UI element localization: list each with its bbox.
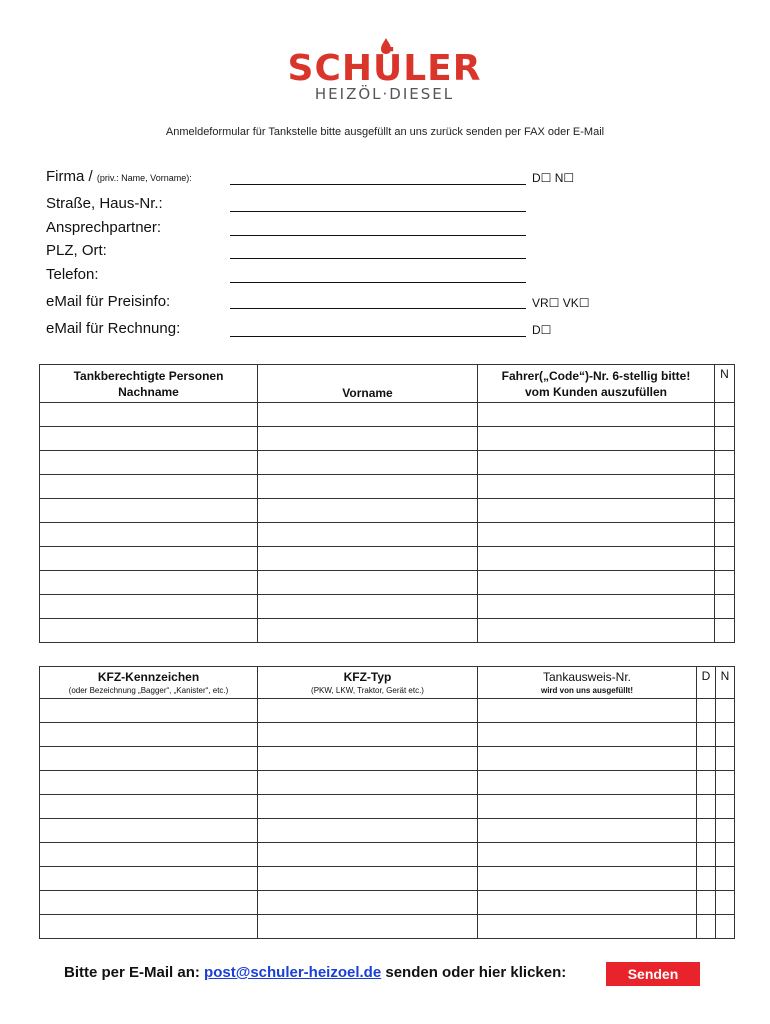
persons-col-nachname-line2: Nachname [118,384,179,399]
vehicle-col-tankausweis [478,667,697,699]
table-row[interactable] [40,523,735,547]
table-cell[interactable] [715,523,735,547]
table-cell[interactable] [40,771,258,795]
table-row[interactable] [40,619,735,643]
firma-options[interactable]: D☐ N☐ [532,171,575,185]
table-cell[interactable] [478,867,697,891]
table-cell[interactable] [716,867,735,891]
email-preis-label: eMail für Preisinfo: [46,293,171,310]
table-row[interactable] [40,427,735,451]
vehicle-col-n: N [716,667,735,699]
persons-col-code [478,365,715,403]
table-row[interactable] [40,499,735,523]
table-row[interactable] [40,819,735,843]
vehicle-col-kennzeichen-note: (oder Bezeichnung „Bagger“, „Kanister“, etc.) [68,685,229,695]
persons-col-nachname [40,365,258,403]
table-row[interactable] [40,595,735,619]
persons-table [39,364,735,643]
table-cell[interactable] [716,819,735,843]
vehicle-col-d: D [697,667,716,699]
table-cell[interactable] [258,891,478,915]
footer-prefix: Bitte per E-Mail an: [64,964,200,981]
table-row[interactable] [40,403,735,427]
table-cell[interactable] [478,451,715,475]
email-rechnung-label: eMail für Rechnung: [46,320,181,337]
email-rechnung-options[interactable]: D☐ [532,323,552,337]
table-cell[interactable] [716,699,735,723]
email-preis-field[interactable] [230,294,526,309]
table-row[interactable] [40,723,735,747]
table-cell[interactable] [258,475,478,499]
vehicle-table-header [40,667,735,699]
persons-col-n: N [715,365,735,403]
vehicle-col-tankausweis-title: Tankausweis-Nr. [542,669,632,684]
table-cell[interactable] [478,499,715,523]
table-cell[interactable] [258,403,478,427]
table-cell[interactable] [715,475,735,499]
table-cell[interactable] [478,523,715,547]
table-cell[interactable] [697,915,716,939]
table-cell[interactable] [40,819,258,843]
table-cell[interactable] [258,699,478,723]
table-cell[interactable] [478,843,697,867]
table-cell[interactable] [40,915,258,939]
table-cell[interactable] [478,747,697,771]
table-cell[interactable] [697,843,716,867]
footer-suffix: senden oder hier klicken: [385,964,567,981]
table-cell[interactable] [40,891,258,915]
table-cell[interactable] [478,403,715,427]
email-preis-options[interactable]: VR☐ VK☐ [532,296,590,310]
vehicle-col-typ [258,667,478,699]
table-cell[interactable] [258,771,478,795]
table-cell[interactable] [40,595,258,619]
table-cell[interactable] [716,747,735,771]
table-cell[interactable] [697,771,716,795]
table-cell[interactable] [258,595,478,619]
table-cell[interactable] [258,915,478,939]
firma-field[interactable] [230,170,526,185]
table-cell[interactable] [716,795,735,819]
table-cell[interactable] [478,475,715,499]
plz-label: PLZ, Ort: [46,242,107,259]
table-row[interactable] [40,843,735,867]
table-row[interactable] [40,771,735,795]
table-cell[interactable] [40,403,258,427]
table-cell[interactable] [478,427,715,451]
table-cell[interactable] [40,451,258,475]
table-cell[interactable] [478,699,697,723]
table-cell[interactable] [716,771,735,795]
table-cell[interactable] [258,499,478,523]
logo-brand: SCHÜLER [287,48,482,89]
table-cell[interactable] [697,795,716,819]
strasse-field[interactable] [230,197,526,212]
table-cell[interactable] [478,723,697,747]
table-cell[interactable] [478,595,715,619]
company-logo [262,38,507,104]
table-cell[interactable] [716,891,735,915]
table-cell[interactable] [716,915,735,939]
table-cell[interactable] [715,595,735,619]
persons-col-nachname-line1: Tankberechtigte Personen [73,368,224,383]
table-cell[interactable] [40,427,258,451]
table-cell[interactable] [478,795,697,819]
persons-col-vorname: Vorname [258,365,478,403]
table-cell[interactable] [697,747,716,771]
table-cell[interactable] [715,619,735,643]
vehicle-col-typ-title: KFZ-Typ [343,669,392,684]
table-cell[interactable] [258,843,478,867]
table-cell[interactable] [716,843,735,867]
table-row[interactable] [40,571,735,595]
table-cell[interactable] [716,723,735,747]
telefon-field[interactable] [230,268,526,283]
table-cell[interactable] [258,523,478,547]
vehicle-col-kennzeichen-title: KFZ-Kennzeichen [97,669,200,684]
footer-text [64,964,566,981]
firma-hint: (priv.: Name, Vorname): [96,173,192,183]
table-cell[interactable] [258,723,478,747]
table-cell[interactable] [478,619,715,643]
vehicle-col-kennzeichen [40,667,258,699]
persons-col-code-line2: vom Kunden auszufüllen [524,384,667,399]
table-cell[interactable] [258,747,478,771]
table-row[interactable] [40,699,735,723]
email-rechnung-field[interactable] [230,322,526,337]
table-cell[interactable] [697,723,716,747]
table-cell[interactable] [715,499,735,523]
table-cell[interactable] [697,867,716,891]
table-cell[interactable] [715,403,735,427]
persons-table-header [40,365,735,403]
table-cell[interactable] [40,499,258,523]
email-link[interactable]: post@schuler-heizoel.de [204,964,382,981]
table-cell[interactable] [40,475,258,499]
table-cell[interactable] [715,451,735,475]
firma-label-text: Firma / [46,168,93,185]
intro-text: Anmeldeformular für Tankstelle bitte ausgefüllt an uns zurück senden per FAX oder E-Mail [165,126,605,138]
table-cell[interactable] [697,891,716,915]
table-cell[interactable] [258,571,478,595]
table-cell[interactable] [478,891,697,915]
table-cell[interactable] [40,619,258,643]
telefon-label: Telefon: [46,266,99,283]
table-row[interactable] [40,867,735,891]
logo-subtitle: HEIZÖL·DIESEL [314,85,455,103]
vehicle-col-typ-note: (PKW, LKW, Traktor, Gerät etc.) [311,685,424,695]
table-row[interactable] [40,891,735,915]
table-cell[interactable] [715,571,735,595]
persons-col-code-line1: Fahrer(„Code“)-Nr. 6-stellig bitte! [501,368,691,383]
plz-field[interactable] [230,244,526,259]
table-cell[interactable] [40,723,258,747]
table-cell[interactable] [258,547,478,571]
table-row[interactable] [40,547,735,571]
table-cell[interactable] [715,427,735,451]
table-cell[interactable] [258,427,478,451]
table-cell[interactable] [40,699,258,723]
table-cell[interactable] [258,619,478,643]
table-row[interactable] [40,915,735,939]
table-cell[interactable] [478,771,697,795]
table-cell[interactable] [478,547,715,571]
table-cell[interactable] [715,547,735,571]
vehicle-col-tankausweis-note: wird von uns ausgefüllt! [540,685,633,695]
table-cell[interactable] [40,523,258,547]
table-cell[interactable] [40,867,258,891]
table-cell[interactable] [40,795,258,819]
ansprechpartner-field[interactable] [230,221,526,236]
table-cell[interactable] [258,795,478,819]
table-cell[interactable] [258,867,478,891]
table-cell[interactable] [40,843,258,867]
table-row[interactable] [40,475,735,499]
table-row[interactable] [40,795,735,819]
send-button[interactable]: Senden [606,962,700,986]
table-cell[interactable] [40,571,258,595]
table-cell[interactable] [258,451,478,475]
firma-label [46,168,192,185]
vehicle-table [39,666,735,939]
table-cell[interactable] [478,915,697,939]
table-row[interactable] [40,747,735,771]
table-cell[interactable] [478,819,697,843]
table-row[interactable] [40,451,735,475]
table-cell[interactable] [478,571,715,595]
strasse-label: Straße, Haus-Nr.: [46,195,163,212]
table-cell[interactable] [697,699,716,723]
ansprechpartner-label: Ansprechpartner: [46,219,162,236]
table-cell[interactable] [40,747,258,771]
table-cell[interactable] [40,547,258,571]
table-cell[interactable] [258,819,478,843]
table-cell[interactable] [697,819,716,843]
